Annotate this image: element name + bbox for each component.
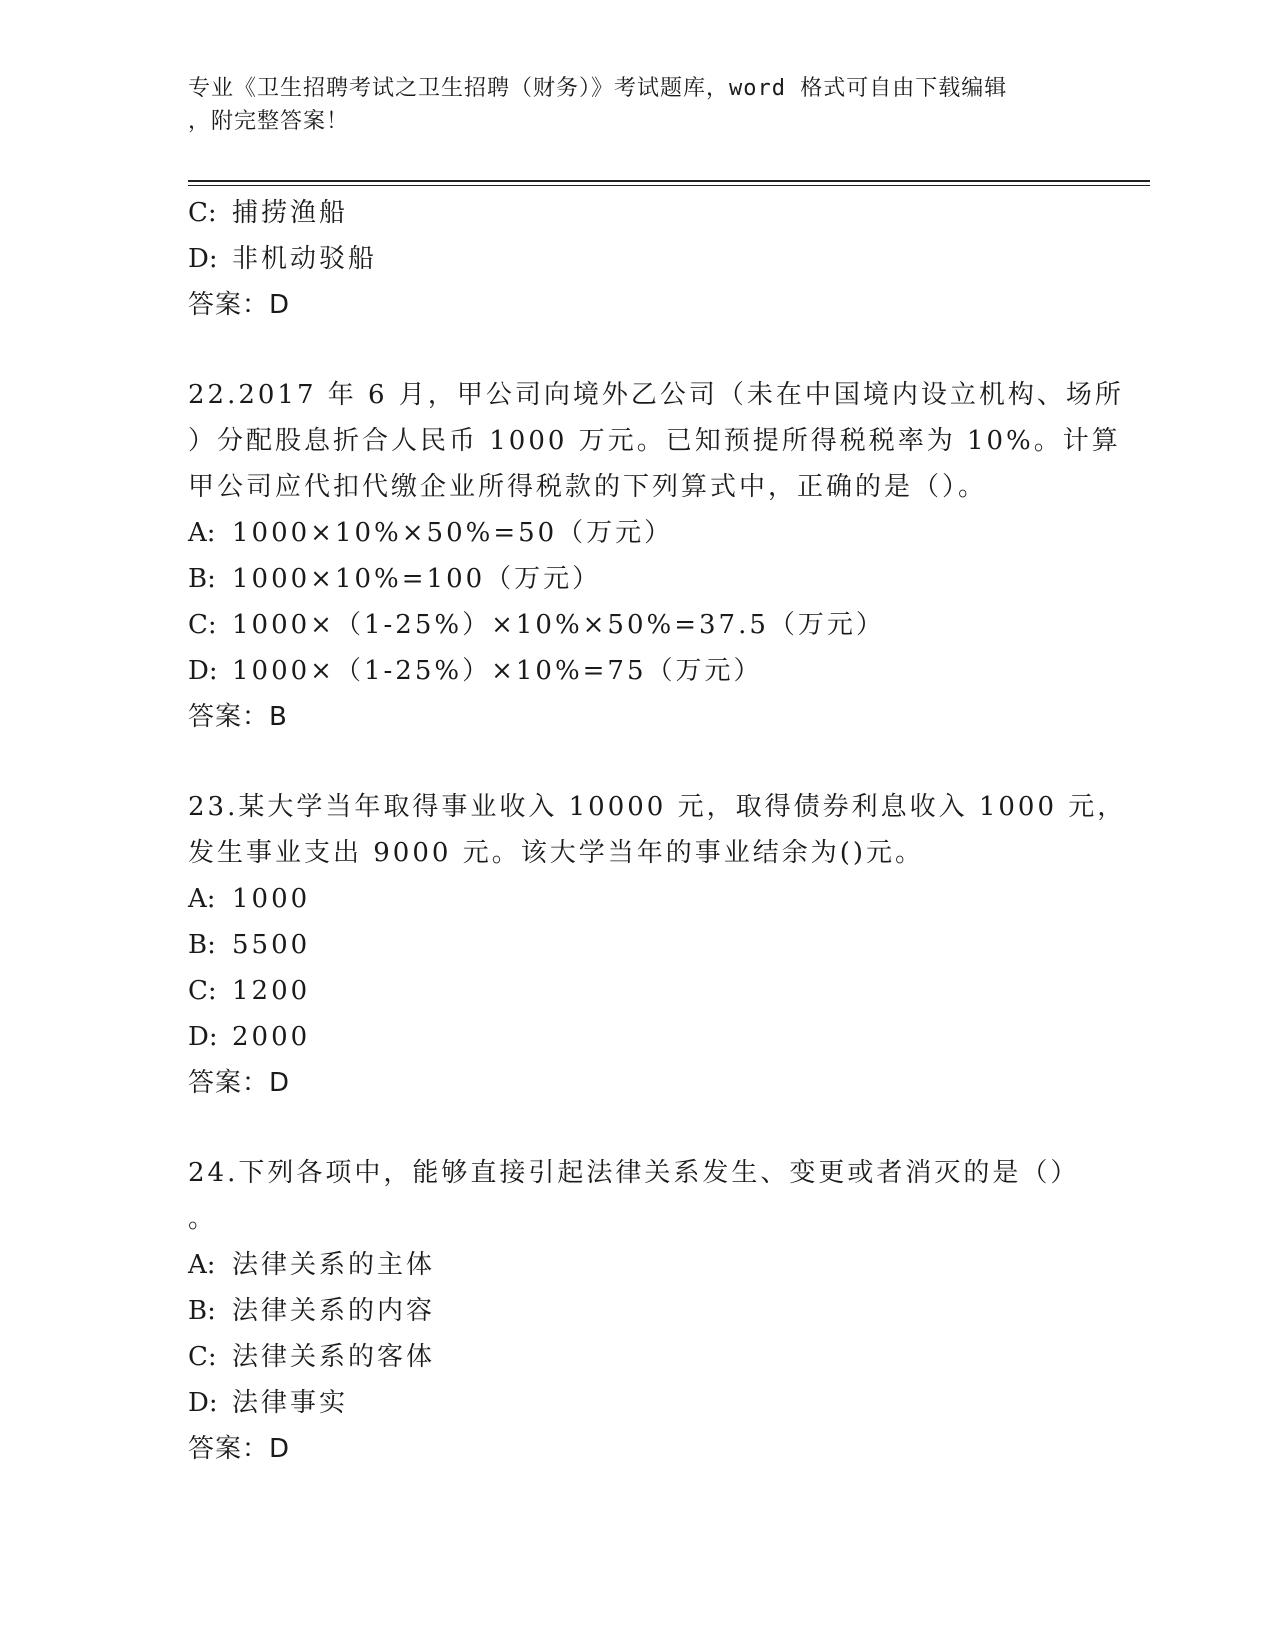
question-23	[188, 784, 1127, 1106]
option-letter: D:	[188, 1022, 218, 1052]
option-letter: D:	[188, 1388, 218, 1418]
question-stem-line: 。	[188, 1204, 218, 1234]
option-c	[188, 1334, 1088, 1380]
option-c	[188, 968, 1088, 1014]
question-stem-line: 24.下列各项中，能够直接引起法律关系发生、变更或者消灭的是（）	[188, 1158, 1080, 1188]
header-divider-thick	[188, 180, 1150, 182]
header-divider-thin	[188, 185, 1150, 186]
option-text: 1000	[232, 884, 311, 914]
option-letter: A:	[188, 1250, 216, 1280]
document-body	[188, 190, 1127, 1472]
answer-line: 答案：D	[188, 1068, 291, 1098]
option-a	[188, 876, 1088, 922]
question-stem-line: 22.2017 年 6 月，甲公司向境外乙公司（未在中国境内设立机构、场所	[188, 380, 1124, 410]
header-line-1: 专业《卫生招聘考试之卫生招聘（财务）》考试题库，word 格式可自由下载编辑	[188, 76, 1008, 101]
question-stem-line: 23.某大学当年取得事业收入 10000 元，取得债券利息收入 1000 元，	[188, 792, 1127, 822]
option-text: 1000×（1-25%）×10%×50%=37.5（万元）	[232, 610, 885, 640]
option-c	[188, 190, 1088, 236]
option-a	[188, 510, 1088, 556]
question-24	[188, 1150, 1088, 1472]
option-a	[188, 1242, 1088, 1288]
option-text: 1000×10%×50%=50（万元）	[232, 518, 674, 548]
option-d	[188, 1014, 1088, 1060]
option-letter: B:	[188, 1296, 216, 1326]
option-b	[188, 556, 1088, 602]
question-stem-line: 甲公司应代扣代缴企业所得税款的下列算式中，正确的是（）。	[188, 472, 988, 502]
option-letter: A:	[188, 518, 216, 548]
option-b	[188, 1288, 1088, 1334]
option-d	[188, 1380, 1088, 1426]
option-letter: C:	[188, 976, 217, 1006]
option-letter: D:	[188, 656, 218, 686]
option-text: 5500	[232, 930, 311, 960]
option-letter: A:	[188, 884, 216, 914]
option-letter: D:	[188, 244, 218, 274]
option-text: 法律事实	[232, 1388, 349, 1418]
option-text: 2000	[232, 1022, 311, 1052]
option-letter: B:	[188, 564, 216, 594]
answer-line: 答案：B	[188, 702, 288, 732]
option-letter: B:	[188, 930, 216, 960]
option-text: 法律关系的主体	[232, 1250, 436, 1280]
option-text: 法律关系的客体	[232, 1342, 436, 1372]
option-letter: C:	[188, 198, 217, 228]
option-text: 法律关系的内容	[232, 1296, 436, 1326]
option-c	[188, 602, 1088, 648]
document-header	[188, 72, 1068, 138]
option-letter: C:	[188, 610, 217, 640]
option-d	[188, 236, 1088, 282]
answer-line: 答案：D	[188, 1434, 291, 1464]
header-line-2: ，附完整答案！	[188, 109, 350, 134]
option-d	[188, 648, 1088, 694]
answer-line: 答案：D	[188, 290, 291, 320]
option-text: 1200	[232, 976, 311, 1006]
option-text: 1000×（1-25%）×10%=75（万元）	[232, 656, 763, 686]
question-stem-line: 发生事业支出 9000 元。该大学当年的事业结余为()元。	[188, 838, 924, 868]
option-text: 捕捞渔船	[232, 198, 349, 228]
option-text: 非机动驳船	[232, 244, 378, 274]
option-letter: C:	[188, 1342, 217, 1372]
option-b	[188, 922, 1088, 968]
question-22	[188, 372, 1124, 740]
option-text: 1000×10%=100（万元）	[232, 564, 602, 594]
question-stem-line: ）分配股息折合人民币 1000 万元。已知预提所得税税率为 10%。计算	[188, 426, 1121, 456]
previous-question-tail	[188, 190, 1088, 328]
